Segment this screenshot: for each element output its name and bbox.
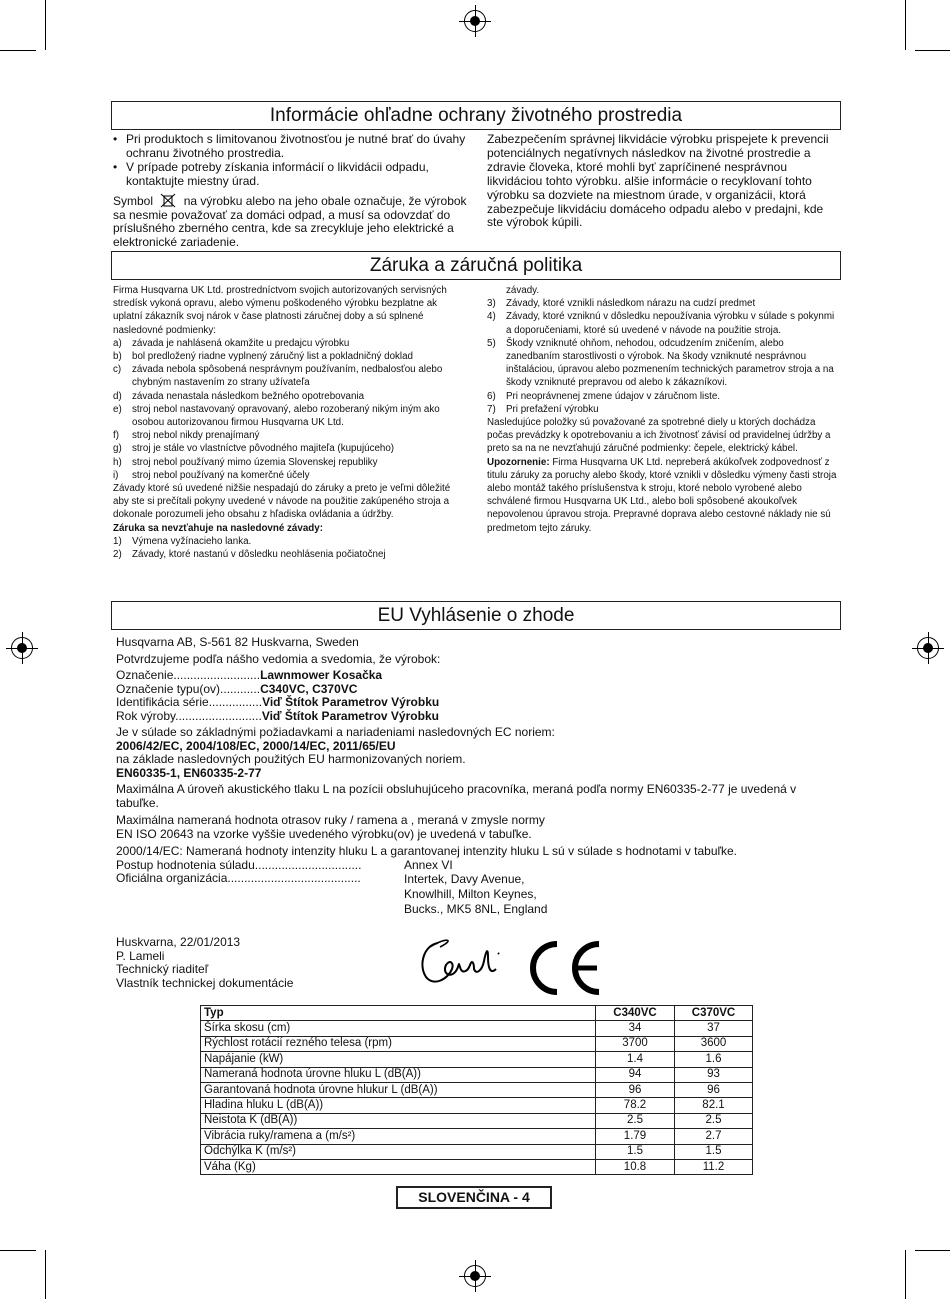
list-item: i) stroj nebol používaný na komerčné účely [113, 469, 310, 481]
list-item: 1) Výmena vyžínacieho lanka. [113, 535, 252, 547]
table-cell: Šírka skosu (cm) [201, 1021, 596, 1036]
table-cell: 3600 [675, 1036, 753, 1051]
table-cell: 93 [675, 1067, 753, 1082]
list-item: h) stroj nebol používaný mimo územia Slovenskej republiky [113, 456, 378, 468]
ce-mark-icon [523, 938, 605, 998]
list-item: e) stroj nebol nastavovaný opravovaný, alebo rozoberaný nikým iným ako osobou autorizovanou firmou Husqvarna UK Ltd. [113, 403, 440, 429]
registration-mark-icon [464, 1265, 486, 1287]
list-item: 4) Závady, ktoré vzniknú v dôsledku nepoužívania výrobku v súlade s pokynmi a doporučeniami, ktoré sú uvedené v návode na použitie stroja. [487, 311, 835, 336]
list-item: • V prípade potreby získania informácií o likvidácii odpadu, kontaktujte miestny úrad. [113, 159, 429, 188]
harmonized-text: na základe nasledovných použitých EU harmonizovaných noriem. [116, 752, 466, 766]
list-item: 2) Závady, ktoré nastanú v dôsledku neohlásenia počiatočnej [113, 549, 386, 561]
eu-declaration-title: EU Vyhlásenie o zhode [111, 601, 841, 630]
vibration-line-2: EN ISO 20643 na vzorke vyššie uvedeného výrobku(ov) je uvedená v tabuľke. [116, 826, 532, 841]
crop-mark [45, 1250, 46, 1299]
year-row: Rok výroby..........................Viď Štítok Parametrov Výrobku [116, 708, 439, 723]
table-row [201, 1021, 753, 1036]
specifications-table [200, 1005, 753, 1175]
table-cell: 37 [675, 1021, 753, 1036]
environment-right-paragraph: Zabezpečením správnej likvidácie výrobku prispejete k prevencii potenciálnych negatívnych následkov na životné prostredie a zdravie človeka, ktoré mohli byť zapríčinené nesprávnou likvidáciou tohto výrobku. alšie informácie o recyklovaní tohto výrobku sa dozviete na miestnom úrade, v organizácii, ktorá zabezpečuje likvidáciu domáceho odpadu alebo v predajni, kde ste výrobok kúpili. [487, 132, 829, 230]
warranty-exclusions-left [113, 535, 465, 561]
table-cell: 11.2 [675, 1159, 753, 1174]
warranty-title: Záruka a záručná politika [111, 251, 841, 280]
table-row [201, 1098, 753, 1113]
eu-declaration-body [116, 636, 840, 917]
procedure-row: Postup hodnotenia súladu................................ Annex VI [116, 857, 453, 872]
designation-row: Označenie..........................Lawnmower Kosačka [116, 668, 383, 682]
table-cell: 78.2 [596, 1098, 675, 1113]
crop-mark [905, 0, 906, 50]
table-cell: 1.79 [596, 1129, 675, 1144]
table-cell: 2.7 [675, 1129, 753, 1144]
table-cell: Garantovaná hodnota úrovne hlukur L (dB(A)) [201, 1082, 596, 1097]
table-row [201, 1036, 753, 1051]
page-footer: SLOVENČINA - 4 [396, 1186, 552, 1209]
directives-list: 2006/42/EC, 2004/108/EC, 2000/14/EC, 2011/65/EU [116, 738, 396, 753]
crop-mark [905, 1250, 906, 1299]
list-item: b) bol predložený riadne vyplnený záručný list a pokladničný doklad [113, 351, 414, 363]
symbol-paragraph: Symbol na výrobku alebo na jeho obale označuje, že výrobok sa nesmie považovať za domáci odpad, a musí sa odovzdať do príslušného zberného centra, kde sa zrecykluje jeho elektrické a elektronické zariadenie. [113, 193, 467, 250]
list-item: 3) Závady, ktoré vznikli následkom nárazu na cudzí predmet [487, 298, 756, 310]
list-item: a) závada je nahlásená okamžite u predajcu výrobku [113, 337, 350, 349]
table-row [201, 1129, 753, 1144]
warranty-right-column [487, 284, 837, 535]
registration-mark-icon [464, 10, 486, 32]
crop-mark [915, 1250, 950, 1251]
warranty-exclusions-right [487, 297, 837, 416]
list-item: 5) Škody vzniknuté ohňom, nehodou, odcudzením zničením, alebo zanedbaním starostlivosti o výrobok. Na škody vzniknuté nesprávnou inštaláciou, úpravou alebo pozmenením technických parametrov stroja a na škody vzniknuté prepravou od alebo k zákazníkovi. [487, 337, 834, 389]
crossed-bin-icon [160, 193, 176, 208]
table-cell: 10.8 [596, 1159, 675, 1174]
sign-name: P. Lameli [116, 948, 165, 963]
table-cell: 1.6 [675, 1052, 753, 1067]
serial-row: Identifikácia série................Viď Štítok Parametrov Výrobku [116, 695, 440, 709]
warranty-consumables: Nasledujúce položky sú považované za spotrebné diely u ktorých dochádza počas prevádzky k opotrebovaniu a ich životnosť závisí od pravidelnej údržby a preto sa na ne nevzťahujú záručné podmienky: čepele, elektrický kábel. [487, 417, 831, 455]
environment-left-column [113, 133, 478, 250]
warranty-exclusion-intro: Závady ktoré sú uvedené nižšie nespadajú do záruky a preto je veľmi dôležité aby ste si prečítali pokyny uvedené v návode na použitie zakúpeného stroja a dokonale porozumeli jeho obsahu z hľadiska ovládania a údržby. [113, 483, 451, 521]
table-cell: Nameraná hodnota úrovne hluku L (dB(A)) [201, 1067, 596, 1082]
table-cell: Váha (Kg) [201, 1159, 596, 1174]
noise-paragraph: Maximálna A úroveň akustického tlaku L na pozícii obsluhujúceho pracovníka, meraná podľa normy EN60335-2-77 je uvedená v tabuľke. [116, 782, 797, 810]
table-cell: 96 [596, 1082, 675, 1097]
table-cell: 1.5 [596, 1144, 675, 1159]
warranty-left-column [113, 284, 465, 561]
table-row [201, 1052, 753, 1067]
table-cell: 1.5 [675, 1144, 753, 1159]
table-header-cell: C340VC [596, 1006, 675, 1021]
table-cell: 96 [675, 1082, 753, 1097]
crop-mark [0, 1250, 36, 1251]
table-cell: 3700 [596, 1036, 675, 1051]
table-cell: Vibrácia ruky/ramena a (m/s²) [201, 1129, 596, 1144]
list-item: f) stroj nebol nikdy prenajímaný [113, 430, 260, 442]
table-header-cell: C370VC [675, 1006, 753, 1021]
list-item: c) závada nebola spôsobená nesprávnym používaním, nedbalosťou alebo chybným nastavením zo strany užívateľa [113, 364, 443, 389]
company-address: Husqvarna AB, S-561 82 Huskvarna, Sweden [116, 635, 359, 649]
table-cell: 2.5 [596, 1113, 675, 1128]
table-cell: Hladina hluku L (dB(A)) [201, 1098, 596, 1113]
standards-list: EN60335-1, EN60335-2-77 [116, 765, 262, 780]
list-item: 6) Pri neoprávnenej zmene údajov v záručnom liste. [487, 390, 721, 402]
warranty-exclusion-heading: Záruka sa nevzťahuje na nasledovné závady: [113, 522, 323, 534]
list-item: • Pri produktoch s limitovanou životnosťou je nutné brať do úvahy ochranu životného prostredia. [113, 132, 466, 160]
registration-mark-icon [917, 637, 939, 659]
list-item: 7) Pri prefažení výrobku [487, 403, 599, 415]
type-row: Označenie typu(ov)............C340VC, C370VC [116, 681, 358, 696]
table-cell: Odchýlka K (m/s²) [201, 1144, 596, 1159]
table-header-row [201, 1006, 753, 1021]
table-cell: 94 [596, 1067, 675, 1082]
sign-place-date: Huskvarna, 22/01/2013 [116, 935, 241, 949]
table-row [201, 1082, 753, 1097]
sign-role: Technický riaditeľ [116, 962, 209, 976]
environment-right-column [487, 133, 832, 230]
warranty-intro: Firma Husqvarna UK Ltd. prostredníctvom svojich autorizovaných servisných stredísk vykoná opravu, alebo výmenu poškodeného výrobku bezplatne ak uplatní zákazník svoj nárok v čase platnosti záručnej doby a sú splnené nasledovné podmienky: [113, 285, 447, 336]
table-row [201, 1144, 753, 1159]
warranty-conditions [113, 337, 465, 482]
table-cell: Napájanie (kW) [201, 1052, 596, 1067]
confirm-text: Potvrdzujeme podľa nášho vedomia a svedomia, že výrobok: [116, 651, 441, 666]
signature-image [416, 935, 506, 990]
environment-title: Informácie ohľadne ochrany životného prostredia [111, 101, 841, 130]
table-row [201, 1067, 753, 1082]
table-header-cell: Typ [201, 1006, 596, 1021]
table-cell: 34 [596, 1021, 675, 1036]
list-item: d) závada nenastala následkom bežného opotrebovania [113, 390, 365, 402]
table-cell: 1.4 [596, 1052, 675, 1067]
sign-role-2: Vlastník technickej dokumentácie [116, 975, 294, 990]
warranty-notice: Upozornenie: Firma Husqvarna UK Ltd. nepreberá akúkoľvek zodpovednosť z titulu záruky za poruchy alebo škody, ktoré vznikli v dôsledku výmeny časti stroja alebo montáž takého príslušenstva k stroju, ktoré nebolo vyrobené alebo schválené firmou Husqvarna UK Ltd., alebo boli spôsobené akoukoľvek nepovolenou úpravou stroja. Prepravné doprava alebo cestovné náklady nie sú predmetom tejto záruky. [487, 456, 837, 534]
table-row [201, 1159, 753, 1174]
vibration-line-1: Maximálna nameraná hodnota otrasov ruky / ramena a , meraná v zmysle normy [116, 813, 545, 827]
list-item: g) stroj je stále vo vlastníctve pôvodného majiteľa (kupujúceho) [113, 443, 395, 455]
crop-mark [915, 50, 950, 51]
organization-row: Oficiálna organizácia........................................ Intertek, Davy Avenue, Knowlhill, Milton Keynes, Bucks., MK5 8NL, England [116, 871, 548, 916]
crop-mark [45, 0, 46, 50]
directive-paragraph: 2000/14/EC: Nameraná hodnoty intenzity hluku L a garantovanej intenzity hluku L sú v súlade s hodnotami v tabuľke. [116, 844, 737, 858]
compliance-text: Je v súlade so základnými požiadavkami a nariadeniami nasledovných EC noriem: [116, 725, 555, 739]
table-cell: 2.5 [675, 1113, 753, 1128]
table-cell: 82.1 [675, 1098, 753, 1113]
crop-mark [0, 50, 36, 51]
registration-mark-icon [11, 637, 33, 659]
table-cell: Rýchlost rotácií rezného telesa (rpm) [201, 1036, 596, 1051]
signature-block [116, 936, 416, 990]
table-cell: Neistota K (dB(A)) [201, 1113, 596, 1128]
table-row [201, 1113, 753, 1128]
list-item: závady. [506, 285, 540, 296]
